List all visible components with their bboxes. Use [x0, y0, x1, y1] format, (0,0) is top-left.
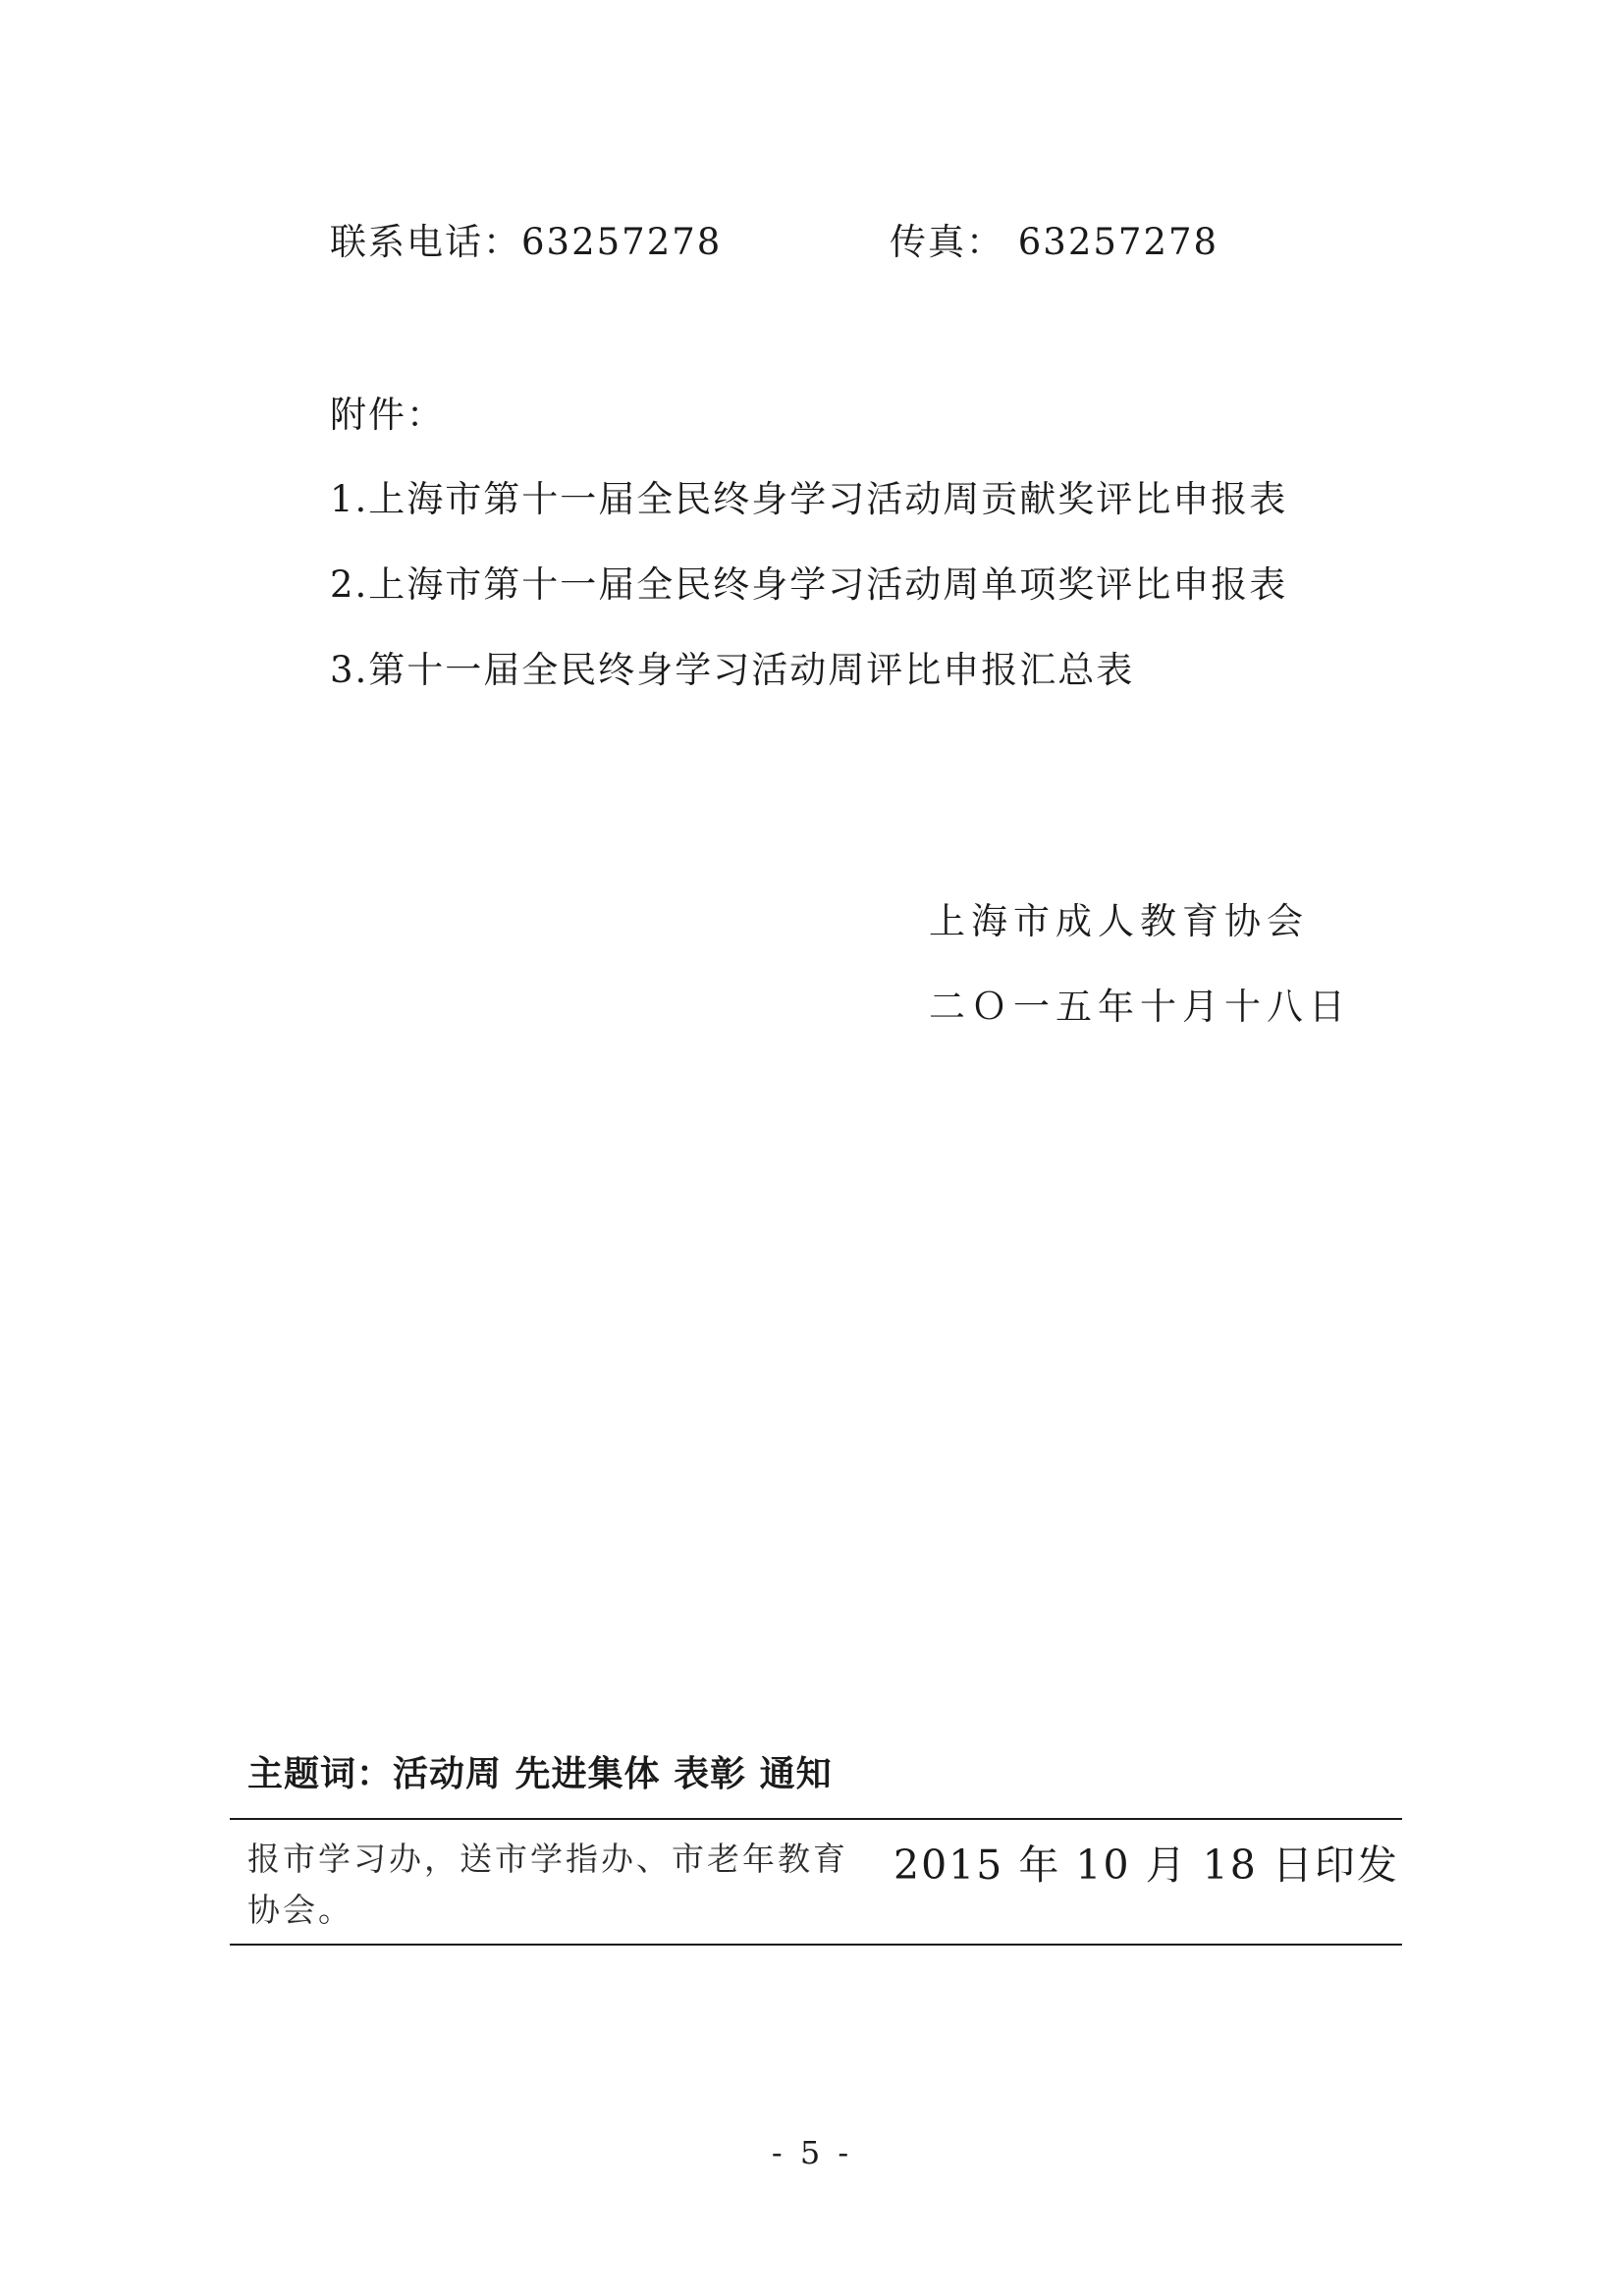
distribution-note: 报市学习办，送市学指办、市老年教育协会。: [247, 1840, 848, 1929]
attachment-item: 2.上海市第十一届全民终身学习活动周单项奖评比申报表: [330, 563, 1288, 606]
print-date: 2015 年 10 月 18 日印发: [893, 1842, 1399, 1889]
footer-bottom-rule: [230, 1944, 1402, 1946]
contact-fax: 传真： 63257278: [890, 221, 1219, 263]
attachments-heading: 附件：: [330, 394, 445, 436]
subject-terms: 主题词：活动周 先进集体 表彰 通知: [247, 1754, 833, 1794]
page-number: - 5 -: [771, 2134, 853, 2171]
attachment-item: 1.上海市第十一届全民终身学习活动周贡献奖评比申报表: [330, 478, 1288, 520]
contact-phone: 联系电话：63257278: [330, 221, 723, 263]
signature-date: 二Ｏ一五年十月十八日: [929, 986, 1351, 1028]
signature-organization: 上海市成人教育协会: [929, 900, 1309, 942]
attachment-item: 3.第十一届全民终身学习活动周评比申报汇总表: [330, 649, 1135, 691]
footer-top-rule: [230, 1818, 1402, 1820]
